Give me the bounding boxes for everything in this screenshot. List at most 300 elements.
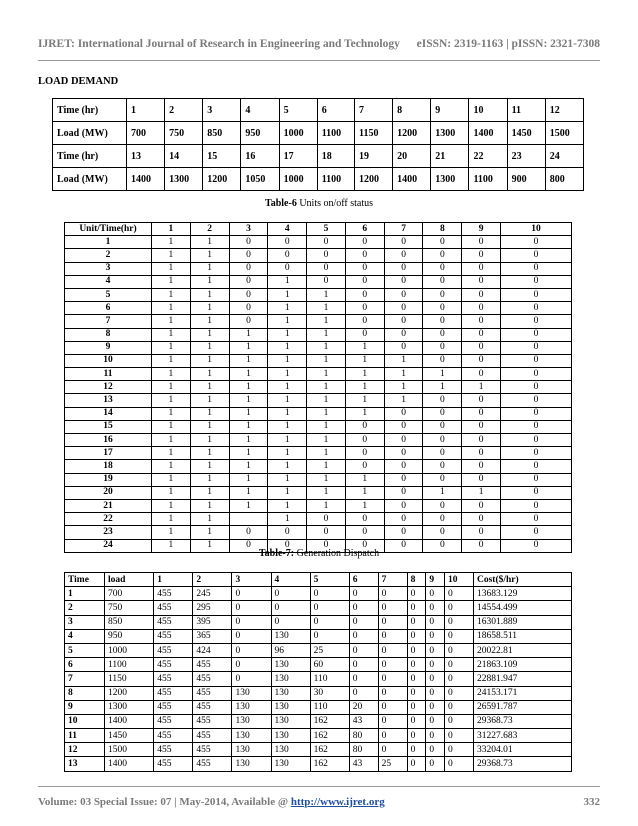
table-cell: 1 [307, 473, 346, 486]
table-cell: 0 [407, 672, 426, 686]
table-row [65, 447, 572, 460]
table-cell: 1 [152, 223, 191, 236]
table-cell: 1400 [127, 168, 165, 191]
table-cell: 455 [154, 757, 193, 771]
table-cell: 0 [501, 354, 572, 367]
table-cell: 13683.129 [473, 587, 571, 601]
table-cell: 15 [65, 420, 152, 433]
table-cell: 1 [345, 354, 384, 367]
journal-title: IJRET: International Journal of Research in Engineering and Technology [38, 38, 400, 50]
table-cell: 0 [462, 368, 501, 381]
table-cell: 0 [345, 249, 384, 262]
table-cell: 0 [378, 643, 407, 657]
table-cell: 1 [384, 394, 423, 407]
table-cell: 7 [65, 315, 152, 328]
table-cell: 1 [229, 486, 268, 499]
table-cell: 1 [152, 447, 191, 460]
table-cell: 0 [462, 262, 501, 275]
table-row [65, 757, 572, 771]
table-cell: 455 [154, 643, 193, 657]
table-cell: 1 [307, 368, 346, 381]
table-cell: 0 [423, 315, 462, 328]
table-cell: 1 [190, 381, 229, 394]
table-cell: 0 [426, 729, 445, 743]
table-cell: 0 [232, 587, 271, 601]
table-cell: 0 [501, 236, 572, 249]
table-cell: 1 [152, 354, 191, 367]
table-cell: 0 [501, 460, 572, 473]
table-cell: 1 [307, 447, 346, 460]
table-cell: load [105, 573, 154, 587]
table-cell: 2 [193, 573, 232, 587]
table-cell: 1 [268, 447, 307, 460]
table-cell: 18 [317, 145, 354, 168]
table-cell: 0 [345, 447, 384, 460]
table-cell: 4 [65, 629, 105, 643]
table-cell: 1500 [545, 122, 583, 145]
table-cell: 0 [345, 302, 384, 315]
table-row [65, 672, 572, 686]
table-cell: Load (MW) [53, 168, 127, 191]
table-row [65, 473, 572, 486]
table-cell: 9 [462, 223, 501, 236]
table-cell: 1 [229, 420, 268, 433]
table-cell: 750 [105, 601, 154, 615]
table-cell: 0 [378, 629, 407, 643]
table-cell: 0 [462, 341, 501, 354]
table-cell: Time [65, 573, 105, 587]
table-cell: 0 [229, 288, 268, 301]
table-cell: 1 [268, 302, 307, 315]
table-cell: 0 [229, 275, 268, 288]
table-cell: 0 [423, 236, 462, 249]
table-cell: 0 [307, 236, 346, 249]
table-cell: 455 [193, 672, 232, 686]
table-cell: 0 [501, 341, 572, 354]
table-cell: 0 [462, 513, 501, 526]
table-cell: 0 [407, 714, 426, 728]
table-cell: 0 [229, 315, 268, 328]
table-cell: 1 [268, 381, 307, 394]
table-cell: 1 [423, 486, 462, 499]
table7-caption-text: Generation Dispatch [294, 548, 380, 559]
table-cell: 0 [384, 447, 423, 460]
table-cell: 0 [268, 539, 307, 552]
table-cell: 0 [384, 407, 423, 420]
table-cell: 0 [426, 714, 445, 728]
table-row [65, 486, 572, 499]
table-cell: 1 [307, 288, 346, 301]
table-cell: 0 [462, 420, 501, 433]
table-row [65, 601, 572, 615]
table-cell: 19 [65, 473, 152, 486]
table-cell: 1 [229, 368, 268, 381]
table-cell: 850 [105, 615, 154, 629]
table-cell: 1 [65, 236, 152, 249]
table-cell: 1 [190, 328, 229, 341]
footer-link[interactable]: http://www.ijret.org [290, 796, 385, 808]
table-cell: 1 [152, 315, 191, 328]
table-row [65, 700, 572, 714]
table-cell: 0 [232, 615, 271, 629]
table-cell: 1 [268, 288, 307, 301]
section-title: LOAD DEMAND [38, 76, 119, 87]
table-cell: 43 [349, 757, 378, 771]
table-cell: 0 [349, 686, 378, 700]
table-cell: 21863.109 [473, 658, 571, 672]
table-cell: 1 [268, 460, 307, 473]
table-cell: 0 [501, 302, 572, 315]
table-cell: 1450 [507, 122, 545, 145]
table-cell: 17 [65, 447, 152, 460]
table-cell: 455 [154, 615, 193, 629]
table-cell: 0 [271, 615, 310, 629]
table-cell: 0 [407, 729, 426, 743]
table-cell: 130 [232, 686, 271, 700]
table-cell: 1 [268, 499, 307, 512]
table-cell: 1 [384, 368, 423, 381]
table-cell: 1 [268, 420, 307, 433]
table-cell: 0 [426, 587, 445, 601]
table-row [65, 714, 572, 728]
table-cell: 3 [65, 615, 105, 629]
table-cell: 0 [423, 407, 462, 420]
table-cell: 0 [307, 513, 346, 526]
table-cell: 0 [307, 526, 346, 539]
table-cell: 10 [501, 223, 572, 236]
table-cell: 1 [152, 288, 191, 301]
table-row [65, 615, 572, 629]
table-cell: 1400 [393, 168, 431, 191]
table-cell: 0 [232, 601, 271, 615]
table-cell: 1 [345, 381, 384, 394]
table-cell: 0 [384, 486, 423, 499]
table-cell: 130 [232, 700, 271, 714]
table-cell: 80 [349, 729, 378, 743]
table-cell: 3 [65, 262, 152, 275]
table-cell: 0 [445, 700, 474, 714]
table-cell: 0 [426, 629, 445, 643]
table-cell: 0 [462, 539, 501, 552]
table-cell: 8 [423, 223, 462, 236]
table-cell: 455 [154, 714, 193, 728]
table-cell: 1 [345, 486, 384, 499]
table-cell: 1 [307, 499, 346, 512]
table-cell: 0 [426, 658, 445, 672]
table-cell: 1 [152, 368, 191, 381]
table-cell: 0 [462, 473, 501, 486]
table-cell: 1 [229, 499, 268, 512]
table-row [65, 434, 572, 447]
table-row [65, 249, 572, 262]
table-cell: 1 [307, 341, 346, 354]
table-cell: 0 [426, 643, 445, 657]
table-row [65, 513, 572, 526]
table-cell: 29368.73 [473, 757, 571, 771]
table-cell: 0 [268, 526, 307, 539]
table-cell: 130 [232, 729, 271, 743]
table-cell: 455 [193, 757, 232, 771]
table-cell: 395 [193, 615, 232, 629]
table-cell: 1 [345, 368, 384, 381]
table-cell: 9 [65, 341, 152, 354]
table-cell: 11 [65, 368, 152, 381]
page-header [38, 38, 600, 58]
table-cell: 1 [190, 368, 229, 381]
table-cell: 0 [384, 288, 423, 301]
table-cell: 0 [462, 315, 501, 328]
table-cell: 1 [190, 249, 229, 262]
table-cell: 0 [423, 328, 462, 341]
table-cell: 1 [190, 539, 229, 552]
table-cell: 1300 [431, 168, 469, 191]
table-cell: 1 [268, 394, 307, 407]
table-cell: 1 [154, 573, 193, 587]
table-cell: 950 [241, 122, 279, 145]
table-cell: 1 [229, 328, 268, 341]
table-cell: 0 [378, 714, 407, 728]
table-cell: 1 [190, 513, 229, 526]
table-cell: 1 [345, 407, 384, 420]
table-cell: 1 [152, 434, 191, 447]
table-cell: 455 [154, 629, 193, 643]
table-cell: 1 [190, 526, 229, 539]
table-cell: 0 [307, 275, 346, 288]
table-cell: 0 [384, 513, 423, 526]
table-cell: 1450 [105, 729, 154, 743]
table-cell: 29368.73 [473, 714, 571, 728]
table-cell: 0 [462, 526, 501, 539]
table-cell: 22881.947 [473, 672, 571, 686]
table-cell: 0 [407, 658, 426, 672]
table-row [65, 302, 572, 315]
table-cell: 1 [152, 275, 191, 288]
table-cell: 0 [445, 743, 474, 757]
table-cell: 1 [190, 473, 229, 486]
table-row [65, 460, 572, 473]
table-cell: 0 [378, 658, 407, 672]
table-cell: 1200 [355, 168, 393, 191]
table-cell: 455 [154, 700, 193, 714]
table-cell: 1050 [241, 168, 279, 191]
table-cell: 455 [193, 743, 232, 757]
table-cell: 1 [268, 368, 307, 381]
table-cell: 0 [378, 615, 407, 629]
table6-caption-label: Table-6 [264, 198, 297, 209]
table-cell: 950 [105, 629, 154, 643]
table-cell: 0 [462, 499, 501, 512]
table-row [65, 394, 572, 407]
table-cell: 0 [384, 236, 423, 249]
table-cell: 25 [378, 757, 407, 771]
table-cell: 9 [426, 573, 445, 587]
table-cell: 0 [349, 672, 378, 686]
table-cell: 3 [229, 223, 268, 236]
table-cell: 1 [190, 499, 229, 512]
table-cell: 0 [349, 658, 378, 672]
table-cell: 0 [384, 434, 423, 447]
table-cell: 0 [423, 341, 462, 354]
table-cell: 1 [229, 354, 268, 367]
table-cell: 1 [152, 513, 191, 526]
table-cell: 1 [152, 460, 191, 473]
table-cell: 0 [445, 629, 474, 643]
table-cell: 0 [229, 236, 268, 249]
table-cell: 1100 [469, 168, 507, 191]
table-cell: 9 [431, 99, 469, 122]
table6-caption [0, 198, 638, 209]
table-cell: 0 [345, 539, 384, 552]
table-cell: 1 [190, 236, 229, 249]
table-cell: 8 [65, 686, 105, 700]
table-cell: 6 [65, 302, 152, 315]
table-cell: 0 [384, 249, 423, 262]
table-cell: 1 [229, 447, 268, 460]
table-cell: 455 [193, 714, 232, 728]
table-cell: 16301.889 [473, 615, 571, 629]
table-cell: 0 [501, 420, 572, 433]
table-cell: 1 [152, 328, 191, 341]
table-cell: 2 [65, 601, 105, 615]
table-row [65, 381, 572, 394]
table-cell: 130 [271, 629, 310, 643]
table-cell: 1 [190, 341, 229, 354]
table-cell: 13 [65, 757, 105, 771]
table-cell: 0 [462, 236, 501, 249]
table-cell: 1 [307, 434, 346, 447]
table-cell: 1 [190, 302, 229, 315]
table-cell: 0 [345, 236, 384, 249]
table-cell: 0 [501, 394, 572, 407]
table-cell: 26591.787 [473, 700, 571, 714]
table-cell: 0 [268, 249, 307, 262]
table-cell: 130 [232, 714, 271, 728]
table-cell: 455 [193, 686, 232, 700]
table-cell: 0 [407, 757, 426, 771]
table-cell: 1 [462, 486, 501, 499]
table-cell: 0 [271, 601, 310, 615]
table-cell: 1 [190, 460, 229, 473]
table-cell: 0 [462, 288, 501, 301]
table-cell: 1 [152, 394, 191, 407]
table-cell: 7 [65, 672, 105, 686]
table-cell: 31227.683 [473, 729, 571, 743]
table-cell: 6 [349, 573, 378, 587]
table-cell: 0 [501, 288, 572, 301]
table-cell: 0 [462, 302, 501, 315]
table-cell: 25 [310, 643, 349, 657]
table-cell: 11 [507, 99, 545, 122]
table-cell: 0 [501, 539, 572, 552]
table7-caption [0, 548, 638, 559]
table-cell: 162 [310, 729, 349, 743]
table-cell: 455 [193, 658, 232, 672]
table-cell: 424 [193, 643, 232, 657]
table-cell: 0 [229, 526, 268, 539]
table-cell: 0 [384, 262, 423, 275]
issn-label: eISSN: 2319-1163 | pISSN: 2321-7308 [416, 38, 600, 50]
table-cell: 1 [190, 288, 229, 301]
table-cell: 1 [190, 420, 229, 433]
table-cell: 0 [345, 288, 384, 301]
table-cell: 455 [193, 700, 232, 714]
table-cell: 1150 [105, 672, 154, 686]
table-cell: 11 [65, 729, 105, 743]
table-cell: 0 [423, 420, 462, 433]
table-cell: 1 [190, 315, 229, 328]
table-cell: 43 [349, 714, 378, 728]
table-cell: 1 [462, 381, 501, 394]
footer-rule [38, 786, 600, 787]
table-cell: 0 [384, 473, 423, 486]
table-cell: 23 [507, 145, 545, 168]
table-cell: 1 [152, 341, 191, 354]
table-cell: 1 [307, 407, 346, 420]
table-cell: 21 [431, 145, 469, 168]
table-cell: 1 [190, 394, 229, 407]
table-cell: 0 [271, 587, 310, 601]
generation-dispatch-table [64, 572, 572, 772]
table-cell: 110 [310, 700, 349, 714]
table-cell: 15 [203, 145, 241, 168]
table-cell: 0 [384, 275, 423, 288]
table-cell: 14 [165, 145, 203, 168]
table-cell: 0 [407, 629, 426, 643]
table-cell: 1 [268, 407, 307, 420]
table-row [65, 729, 572, 743]
table-row [65, 236, 572, 249]
table-cell: 0 [462, 394, 501, 407]
table-cell: 0 [423, 526, 462, 539]
table-cell: 5 [279, 99, 317, 122]
table-row [65, 629, 572, 643]
table-cell: 0 [229, 302, 268, 315]
table-cell: 245 [193, 587, 232, 601]
table-cell: 0 [423, 513, 462, 526]
table-cell: 0 [423, 275, 462, 288]
table-cell: 0 [407, 587, 426, 601]
table-cell: 3 [203, 99, 241, 122]
table-cell: 1100 [105, 658, 154, 672]
table-cell: 130 [232, 757, 271, 771]
table-cell: 1100 [317, 122, 354, 145]
table-cell: 0 [384, 315, 423, 328]
table-cell: 0 [423, 434, 462, 447]
table-cell: 0 [407, 743, 426, 757]
table-cell: 1400 [105, 714, 154, 728]
table-cell: 0 [501, 434, 572, 447]
table-cell: 16 [241, 145, 279, 168]
table-row [65, 658, 572, 672]
load-demand-table [52, 98, 584, 191]
table-cell: 0 [407, 615, 426, 629]
table-cell: 1 [307, 394, 346, 407]
table-cell: 0 [307, 539, 346, 552]
table-cell: 1200 [203, 168, 241, 191]
table-cell: 0 [384, 526, 423, 539]
table-row-header-row [65, 223, 572, 236]
table-cell: 1 [268, 328, 307, 341]
table-cell: 0 [229, 249, 268, 262]
table-cell: 0 [501, 473, 572, 486]
table-cell: 295 [193, 601, 232, 615]
table-cell: 0 [462, 434, 501, 447]
table-row [65, 275, 572, 288]
table-cell: 19 [355, 145, 393, 168]
table-cell: 130 [271, 672, 310, 686]
table-cell: 8 [393, 99, 431, 122]
table-cell [229, 513, 268, 526]
